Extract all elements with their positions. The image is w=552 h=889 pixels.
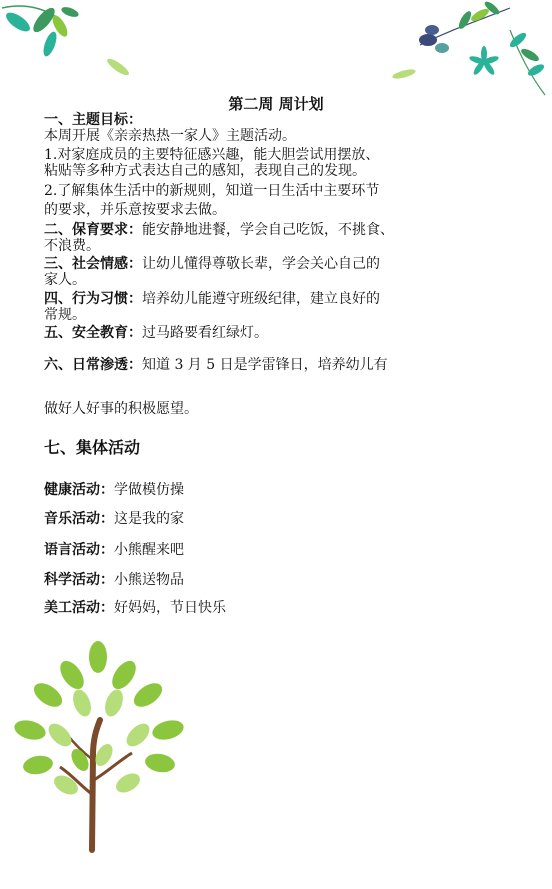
leaf-branch-top-left-icon: [0, 0, 140, 90]
activity-item: 健康活动：学做模仿操: [44, 482, 184, 498]
daily-integration-cont: 做好人好事的积极愿望。: [44, 401, 198, 417]
page-title: 第二周 周计划: [228, 95, 324, 113]
care-requirement-cont: 不浪费。: [44, 238, 100, 254]
leaf-branch-top-right-icon: [380, 0, 552, 100]
daily-integration: 六、日常渗透：知道 3 月 5 日是学雷锋日，培养幼儿有: [44, 357, 388, 373]
activity-item: 音乐活动：这是我的家: [44, 511, 184, 527]
behavior-habit-cont: 常规。: [44, 307, 86, 323]
theme-line: 2.了解集体生活中的新规则，知道一日生活中主要环节: [44, 183, 380, 199]
activity-item: 语言活动：小熊醒来吧: [44, 542, 184, 558]
group-activity-heading: 七、集体活动: [44, 438, 141, 457]
theme-line: 粘贴等多种方式表达自己的感知，表现自己的发现。: [44, 163, 366, 179]
behavior-habit: 四、行为习惯：培养幼儿能遵守班级纪律，建立良好的: [44, 291, 380, 307]
care-requirement: 二、保育要求：能安静地进餐，学会自己吃饭，不挑食、: [44, 222, 394, 238]
theme-line: 1.对家庭成员的主要特征感兴趣，能大胆尝试用摆放、: [44, 147, 380, 163]
activity-item: 科学活动：小熊送物品: [44, 572, 184, 588]
theme-line: 的要求，并乐意按要求去做。: [44, 202, 226, 218]
tree-icon: [0, 635, 200, 860]
safety-education: 五、安全教育：过马路要看红绿灯。: [44, 325, 268, 341]
activity-item: 美工活动：好妈妈，节日快乐: [44, 600, 226, 616]
social-emotion-cont: 家人。: [44, 272, 86, 288]
theme-heading: 一、主题目标：: [44, 112, 142, 128]
social-emotion: 三、社会情感：让幼儿懂得尊敬长辈，学会关心自己的: [44, 256, 380, 272]
theme-line: 本周开展《亲亲热热一家人》主题活动。: [44, 128, 296, 144]
